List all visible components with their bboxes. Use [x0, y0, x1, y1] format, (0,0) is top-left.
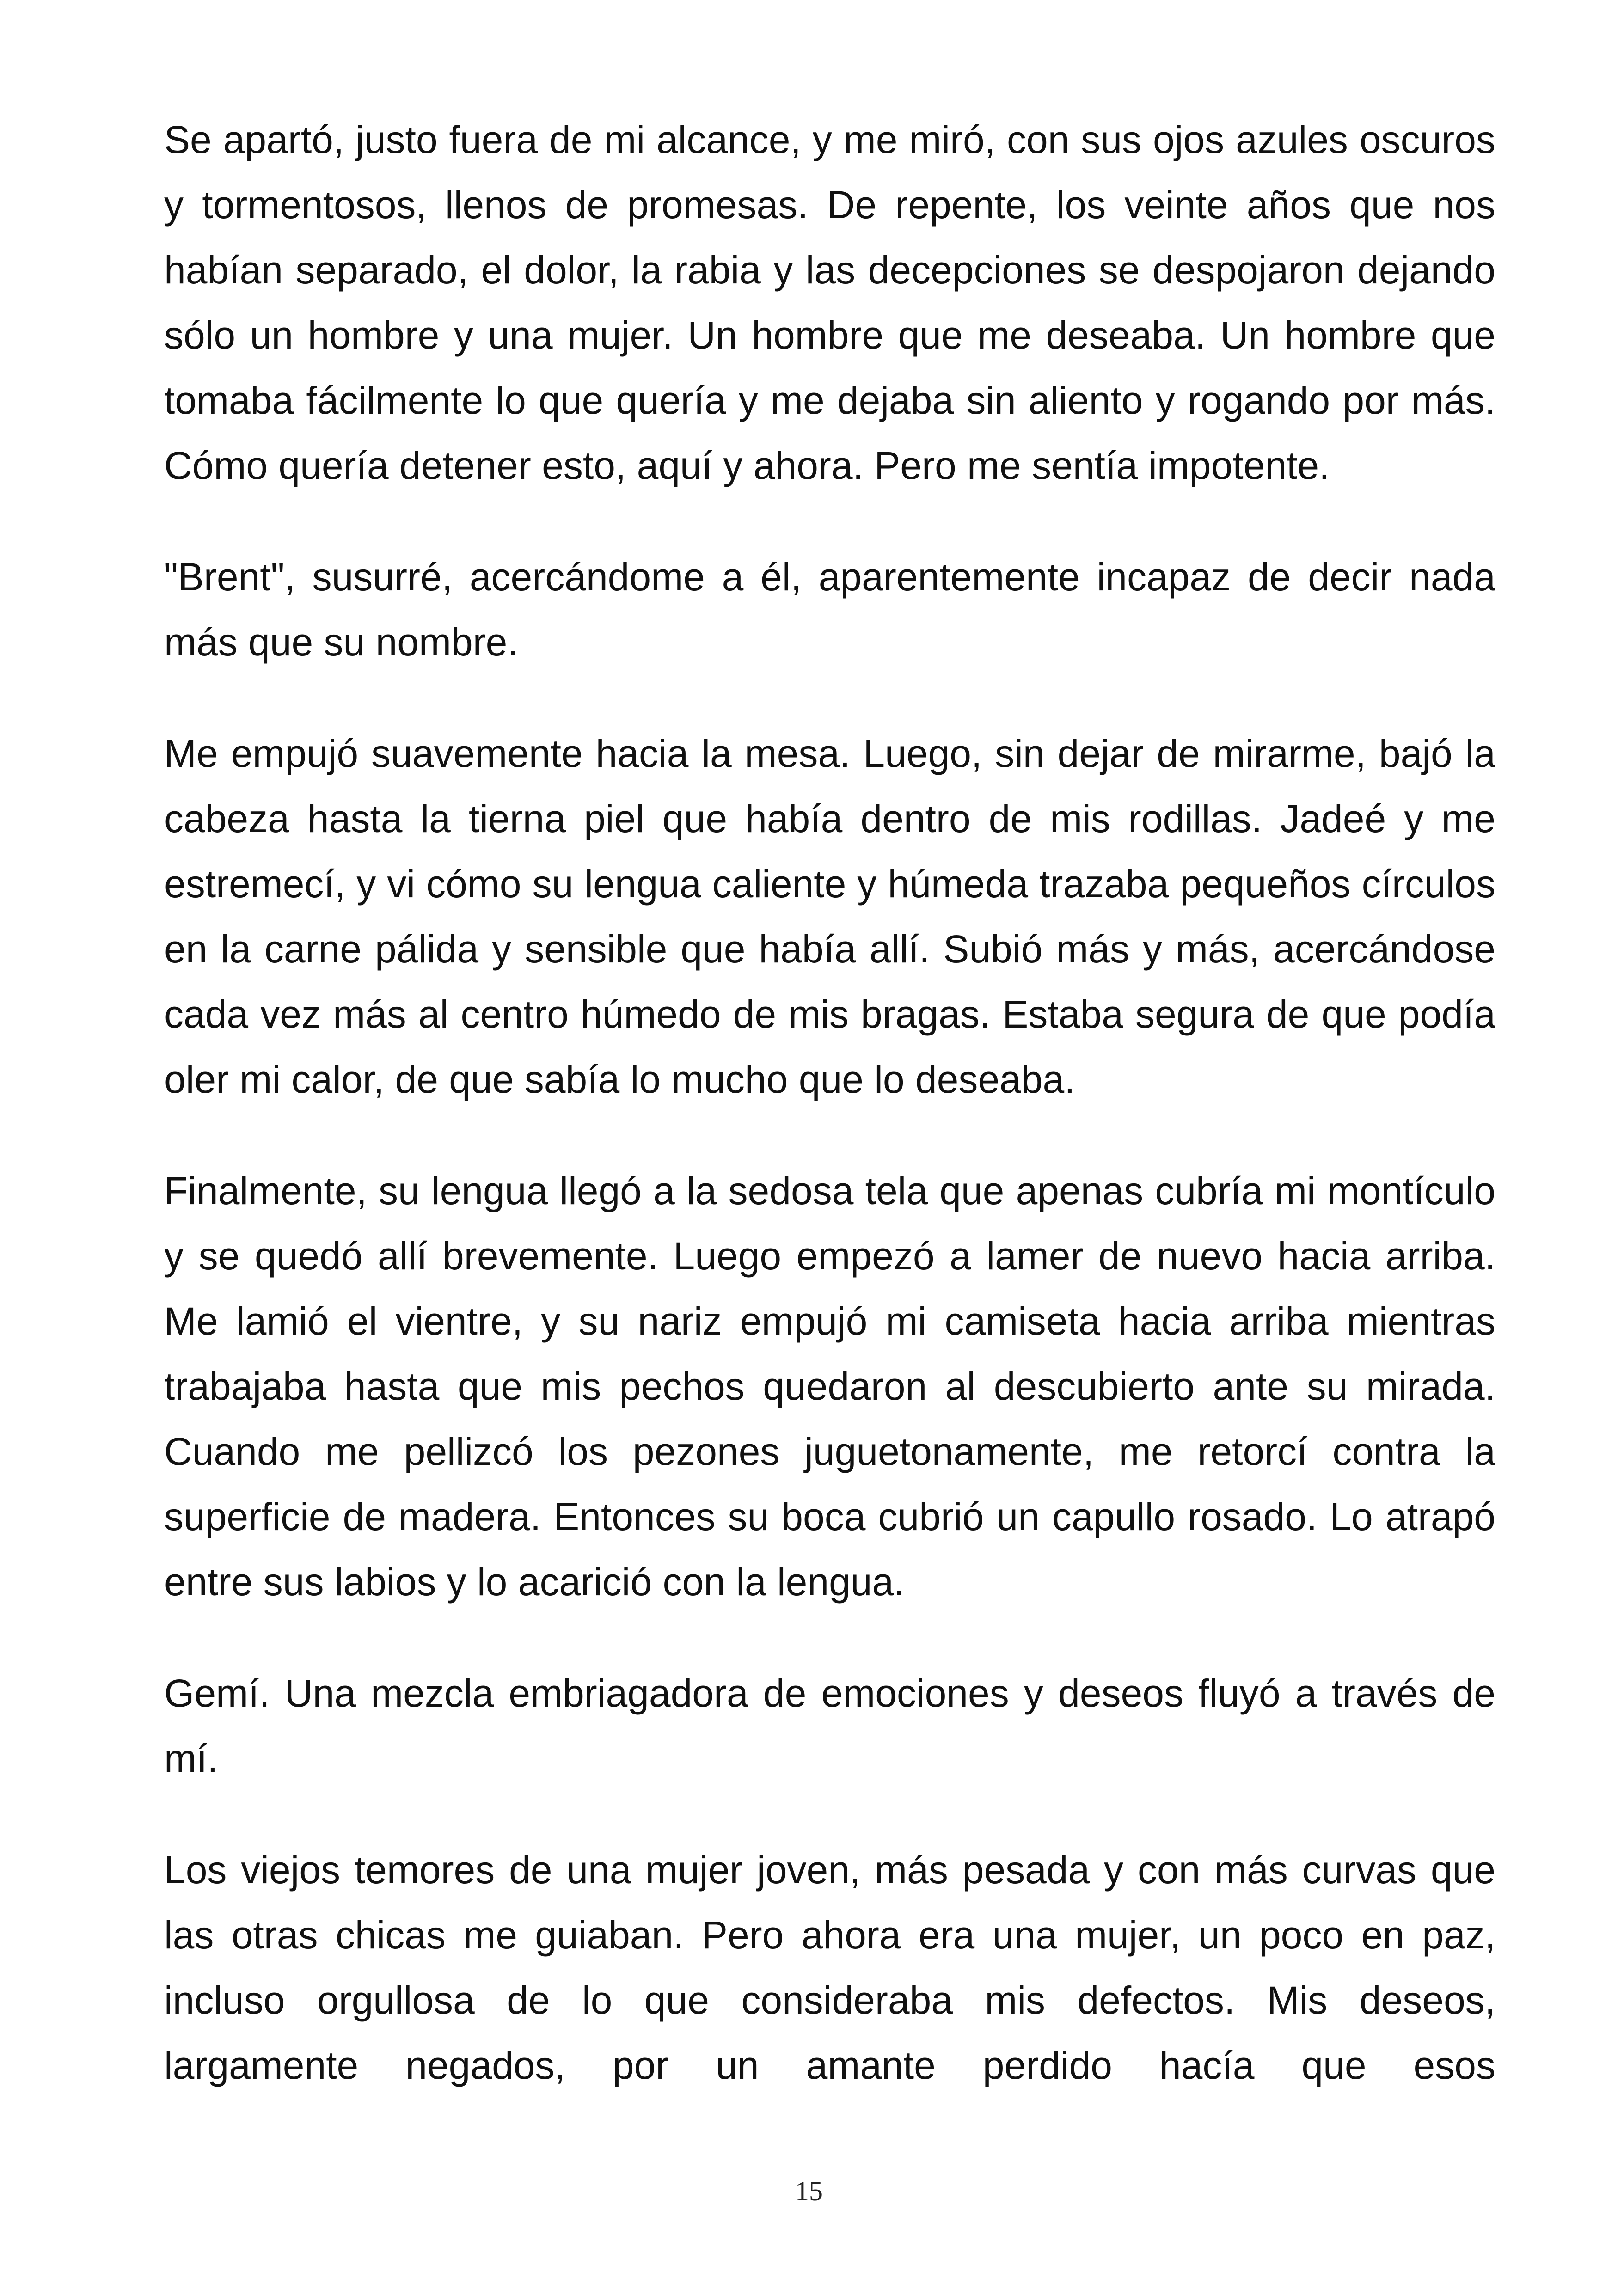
- paragraph: "Brent", susurré, acercándome a él, aparentemente incapaz de decir nada más que su nombre.: [164, 555, 1495, 664]
- page-number: 15: [795, 2176, 823, 2206]
- paragraph: Finalmente, su lengua llegó a la sedosa tela que apenas cubría mi montículo y se quedó allí brevemente. Luego empezó a lamer de nuevo hacia arriba. Me lamió el vientre, y su nariz empujó mi camiseta hacia arriba mientras trabajaba hasta que mis pechos quedaron al descubierto ante su mirada. Cuando me pellizcó los pezones juguetonamente, me retorcí contra la superficie de madera. Entonces su boca cubrió un capullo rosado. Lo atrapó entre sus labios y lo acarició con la lengua.: [164, 1169, 1495, 1604]
- paragraph: Se apartó, justo fuera de mi alcance, y me miró, con sus ojos azules oscuros y tormentosos, llenos de promesas. De repente, los veinte años que nos habían separado, el dolor, la rabia y las decepciones se despojaron dejando sólo un hombre y una mujer. Un hombre que me deseaba. Un hombre que tomaba fácilmente lo que quería y me dejaba sin aliento y rogando por más. Cómo quería detener esto, aquí y ahora. Pero me sentía impotente.: [164, 118, 1495, 487]
- page-body: [164, 107, 1495, 2098]
- paragraph: Gemí. Una mezcla embriagadora de emociones y deseos fluyó a través de mí.: [164, 1671, 1495, 1780]
- paragraph: Me empujó suavemente hacia la mesa. Luego, sin dejar de mirarme, bajó la cabeza hasta la tierna piel que había dentro de mis rodillas. Jadeé y me estremecí, y vi cómo su lengua caliente y húmeda trazaba pequeños círculos en la carne pálida y sensible que había allí. Subió más y más, acercándose cada vez más al centro húmedo de mis bragas. Estaba segura de que podía oler mi calor, de que sabía lo mucho que lo deseaba.: [164, 732, 1495, 1101]
- paragraph-continued: Los viejos temores de una mujer joven, más pesada y con más curvas que las otras chicas me guiaban. Pero ahora era una mujer, un poco en paz, incluso orgullosa de lo que consideraba mis defectos. Mis deseos, largamente negados, por un amante perdido hacía que esos: [164, 1848, 1495, 2087]
